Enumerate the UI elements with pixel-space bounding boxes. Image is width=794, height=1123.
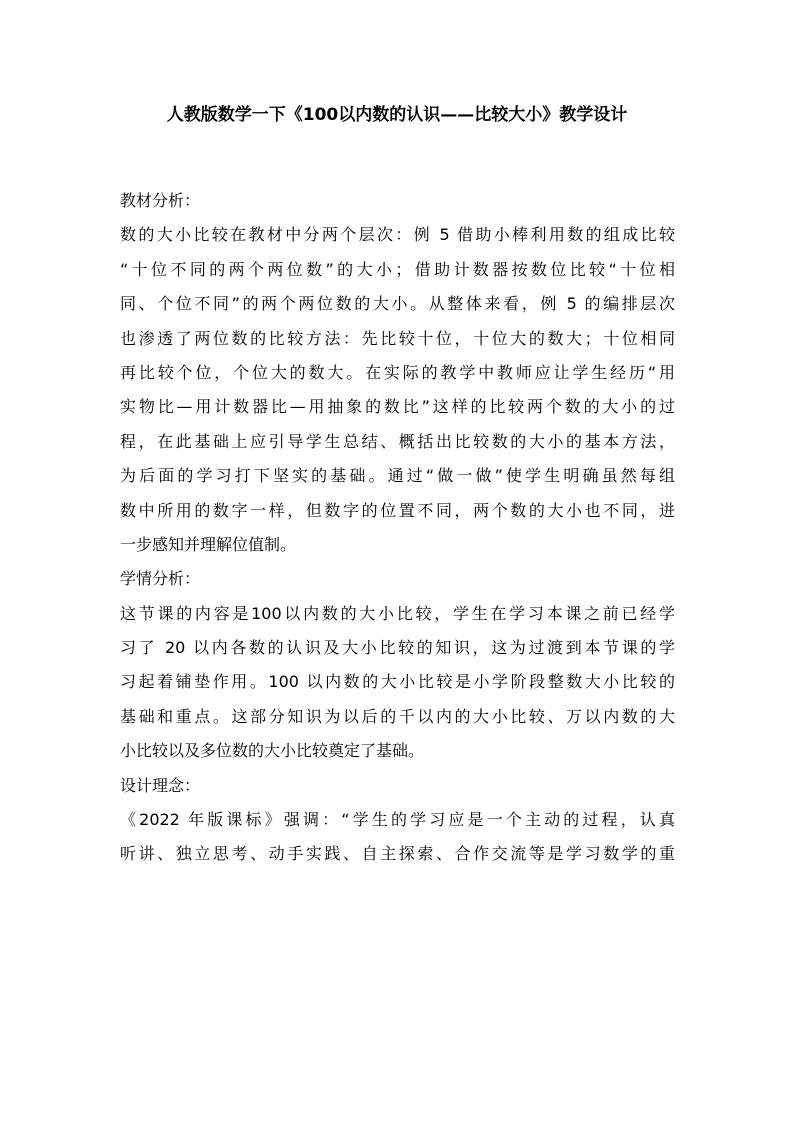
text-line: “十位不同的两个两位数”的大小；借助计数器按数位比较“十位相 (120, 259, 675, 279)
text-line: 同、个位不同”的两个两位数的大小。从整体来看，例 5 的编排层次 (120, 294, 675, 314)
text-line: 也渗透了两位数的比较方法：先比较十位，十位大的数大；十位相同 (120, 328, 675, 348)
text-line: 一步感知并理解位值制。 (120, 534, 297, 554)
text-line: 基础和重点。这部分知识为以后的千以内的大小比较、万以内数的大 (120, 706, 675, 726)
document-body (120, 184, 675, 872)
text-line: 小比较以及多位数的大小比较奠定了基础。 (120, 741, 425, 761)
text-line: 数中所用的数字一样，但数字的位置不同，两个数的大小也不同，进 (120, 500, 675, 520)
text-line: 数的大小比较在教材中分两个层次：例 5 借助小棒利用数的组成比较 (120, 225, 675, 245)
text-line: 习起着铺垫作用。100 以内数的大小比较是小学阶段整数大小比较的 (120, 672, 675, 692)
text-line: 再比较个位，个位大的数大。在实际的教学中教师应让学生经历“用 (120, 362, 675, 382)
text-line: 实物比—用计数器比—用抽象的数比”这样的比较两个数的大小的过 (120, 397, 675, 417)
document-title: 人教版数学一下《100以内数的认识——比较大小》教学设计 (166, 105, 628, 125)
text-line: 这节课的内容是100以内数的大小比较，学生在学习本课之前已经学 (120, 603, 675, 623)
text-line: 听讲、独立思考、动手实践、自主探索、合作交流等是学习数学的重 (120, 844, 675, 864)
text-line: 学情分析： (120, 569, 201, 589)
text-line: 教材分析： (120, 191, 201, 210)
text-line: 程，在此基础上应引导学生总结、概括出比较数的大小的基本方法， (120, 431, 675, 451)
text-line: 《2022 年版课标》强调：“学生的学习应是一个主动的过程，认真 (120, 810, 675, 830)
text-line: 设计理念： (120, 775, 201, 795)
text-line: 为后面的学习打下坚实的基础。通过“做一做”使学生明确虽然每组 (120, 466, 675, 486)
text-line: 习了 20 以内各数的认识及大小比较的知识，这为过渡到本节课的学 (120, 638, 675, 658)
